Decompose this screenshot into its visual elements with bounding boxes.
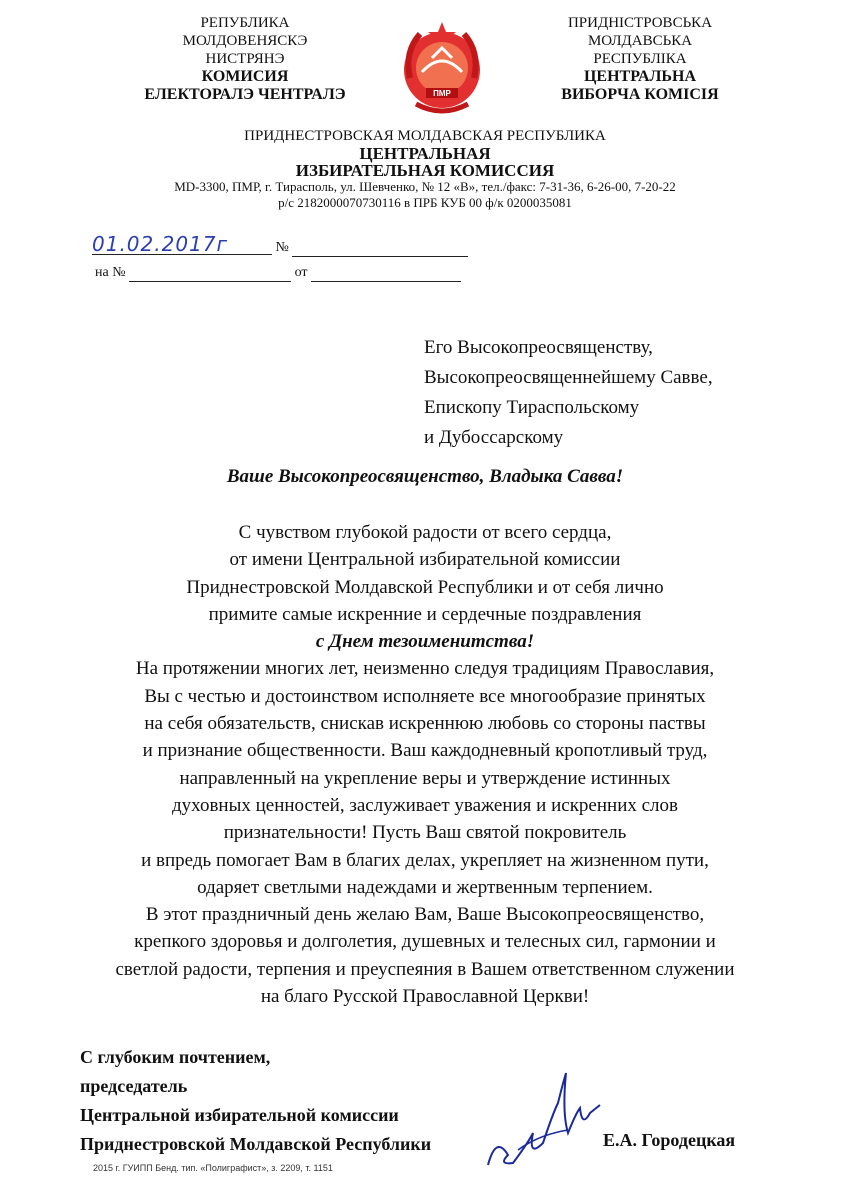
addressee-line: и Дубоссарскому: [424, 427, 564, 448]
header-left-line: МОЛДОВЕНЯСКЭ: [182, 33, 308, 49]
body-line: В этот праздничный день желаю Вам, Ваше Высокопреосвященство,: [145, 904, 705, 926]
signature-block: [80, 1043, 431, 1159]
body-line: на себя обязательств, снискав искреннюю любовь со стороны паствы: [144, 713, 706, 735]
in-reply-number-field: [129, 265, 291, 282]
signer-position: председатель: [80, 1076, 188, 1096]
organization-header: [110, 128, 740, 211]
addressee-line: Его Высокопреосвященству,: [424, 337, 653, 358]
signer-position: Центральной избирательной комиссии: [80, 1105, 399, 1125]
addressee-line: Епископу Тираспольскому: [424, 397, 640, 418]
body-line: и впредь помогает Вам в благих делах, укрепляет на жизненном пути,: [141, 849, 709, 871]
header-left-line: ЕЛЕКТОРАЛЭ ЧЕНТРАЛЭ: [144, 86, 346, 103]
header-right: [520, 14, 760, 104]
body-line: от имени Центральной избирательной комиссии: [229, 549, 621, 571]
letter-body: [40, 519, 810, 1010]
body-line: одаряет светлыми надеждами и жертвенным терпением.: [197, 876, 653, 898]
body-line: крепкого здоровья и долголетия, душевных и телесных сил, гармонии и: [134, 931, 716, 953]
commission-title: ИЗБИРАТЕЛЬНАЯ КОМИССИЯ: [295, 161, 555, 180]
in-reply-number-label: на №: [95, 265, 126, 280]
handwritten-date: 01.02.2017г: [92, 232, 229, 256]
body-line: признательности! Пусть Ваш святой покровитель: [223, 822, 627, 844]
header-right-line: РЕСПУБЛІКА: [593, 51, 687, 67]
header-left-line: НИСТРЯНЭ: [205, 51, 285, 67]
number-field: [292, 240, 468, 257]
header-right-line: МОЛДАВСЬКА: [587, 33, 693, 49]
header-left: [120, 14, 370, 104]
number-label: №: [275, 240, 289, 255]
reference-line-2: [95, 265, 461, 282]
commission-title: ЦЕНТРАЛЬНАЯ: [359, 144, 491, 163]
body-line: и признание общественности. Ваш каждодневный кропотливый труд,: [142, 740, 708, 762]
body-line: примите самые искренние и сердечные поздравления: [208, 603, 642, 625]
body-line-emphasis: с Днем тезоименитства!: [315, 631, 535, 653]
signer-name: Е.А. Городецкая: [603, 1130, 736, 1150]
date-field: [92, 232, 272, 255]
body-line: направленный на укрепление веры и утверждение истинных: [179, 767, 671, 789]
addressee-line: Высокопреосвященнейшему Савве,: [424, 367, 713, 388]
from-label: от: [294, 265, 308, 280]
body-line: Приднестровской Молдавской Республики и от себя лично: [186, 576, 664, 598]
signer-position: Приднестровской Молдавской Республики: [80, 1134, 432, 1154]
print-footer: 2015 г. ГУИПП Бенд. тип. «Полиграфист», з. 2209, т. 1151: [93, 1163, 333, 1173]
account-line: р/с 2182000070730116 в ПРБ КУБ 00 ф/к 0200035081: [278, 195, 572, 210]
from-field: [311, 265, 461, 282]
state-emblem: [396, 18, 488, 118]
header-right-line: ВИБОРЧА КОМІСІЯ: [561, 86, 719, 103]
handwritten-signature: [478, 1060, 608, 1180]
header-right-line: ЦЕНТРАЛЬНА: [583, 68, 696, 85]
reference-line-1: [92, 232, 468, 257]
closing-phrase: С глубоким почтением,: [80, 1047, 271, 1067]
body-line: на благо Русской Православной Церкви!: [260, 986, 590, 1008]
body-line: Вы с честью и достоинством исполняете все многообразие принятых: [144, 685, 706, 707]
address-line: MD-3300, ПМР, г. Тирасполь, ул. Шевченко, № 12 «В», тел./факс: 7-31-36, 6-26-00, 7-20-22: [174, 179, 676, 194]
header-left-line: РЕПУБЛИКА: [200, 15, 290, 31]
body-line: светлой радости, терпения и преуспеяния в Вашем ответственном служении: [115, 958, 735, 980]
emblem-label: ПМР: [433, 89, 451, 98]
header-left-line: КОМИСИЯ: [201, 68, 289, 85]
republic-name: ПРИДНЕСТРОВСКАЯ МОЛДАВСКАЯ РЕСПУБЛИКА: [244, 128, 606, 144]
header-right-line: ПРИДНІСТРОВСЬКА: [567, 15, 713, 31]
body-line: духовных ценностей, заслуживает уважения и искренних слов: [172, 794, 678, 816]
salutation: Ваше Высокопреосвященство, Владыка Савва!: [226, 466, 624, 487]
body-line: С чувством глубокой радости от всего сердца,: [238, 522, 612, 543]
addressee-block: [424, 333, 713, 453]
body-line: На протяжении многих лет, неизменно следуя традициям Православия,: [135, 658, 715, 680]
